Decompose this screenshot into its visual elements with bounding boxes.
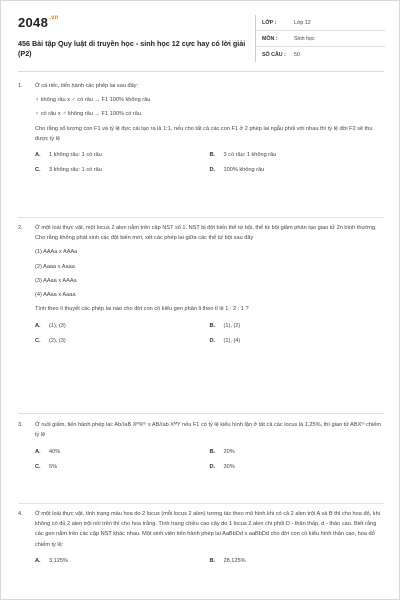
option-key: C. bbox=[35, 463, 41, 470]
answer-option[interactable] bbox=[210, 554, 385, 569]
document-title: 456 Bài tập Quy luật di truyền học - sinh học 12 cực hay có lời giải (P2) bbox=[18, 39, 246, 58]
question-separator bbox=[18, 413, 384, 414]
question-body bbox=[35, 420, 384, 474]
meta-row-count bbox=[256, 47, 385, 62]
option-text: 3 có râu: 1 không râu bbox=[223, 152, 277, 159]
question-line: (3) AAaa x AAAa bbox=[35, 277, 77, 284]
question-body bbox=[35, 223, 384, 348]
site-logo[interactable] bbox=[18, 15, 59, 30]
option-text: (2), (3) bbox=[49, 337, 66, 344]
option-key: A. bbox=[35, 448, 41, 455]
answer-option[interactable] bbox=[35, 333, 210, 348]
answer-option[interactable] bbox=[35, 318, 210, 333]
meta-row-subject bbox=[256, 31, 385, 47]
option-text: 3 không râu: 1 có râu bbox=[49, 167, 102, 174]
header-divider bbox=[18, 71, 384, 72]
meta-value: Sinh học bbox=[294, 35, 315, 42]
option-key: D. bbox=[209, 167, 216, 174]
option-text: 30% bbox=[223, 463, 235, 470]
answer-option[interactable] bbox=[35, 163, 210, 178]
question-line: Cho rằng số lượng con F1 và tỷ lệ đực cái tạo ra là 1:1, nếu cho tất cả các con F1 ở 2 phép lai ngẫu phối với nhau thì tỷ lệ đời F2 sẽ thu được tỷ lệ bbox=[35, 125, 373, 142]
answer-option[interactable] bbox=[210, 459, 385, 474]
option-key: B. bbox=[209, 448, 216, 455]
question-number: 2. bbox=[18, 225, 23, 231]
option-text: 5% bbox=[49, 463, 58, 470]
option-key: B. bbox=[209, 152, 216, 159]
meta-key: MÔN : bbox=[262, 35, 278, 42]
answer-options bbox=[35, 554, 384, 569]
option-key: D. bbox=[209, 463, 216, 470]
question-body bbox=[35, 509, 384, 569]
question-4 bbox=[18, 509, 384, 569]
option-text: 3,125% bbox=[49, 558, 68, 565]
meta-value: Lớp 12 bbox=[294, 19, 311, 26]
answer-option[interactable] bbox=[35, 444, 210, 459]
option-key: B. bbox=[209, 322, 216, 329]
option-text: 20% bbox=[223, 448, 235, 455]
meta-row-class bbox=[256, 15, 385, 31]
logo-text: 2048 bbox=[18, 15, 49, 30]
question-line: ♀ có râu x ♂ không râu → F1 100% có râu. bbox=[35, 111, 143, 118]
question-text: Ở một loài thực vật, tính trạng màu hoa do 2 locus (mỗi locus 2 alen) tương tác theo mô hình khi có cả 2 alen trội A và B thì cho hoa đỏ, khi không có đủ 2 alen trội nói trên thì cho hoa trắng. Tính trạng chiều cao cây do 1 locus 2 alen chi phối D - thân thấp, d - thân cao. Biết rằng các gen nằm trên các cặp NST khác nhau. Một sinh viên tiến hành phép lai AaBbDd x aaBbDd cho đời con có kiểu hình thân cao, hoa đỏ chiếm tỷ lệ: bbox=[35, 511, 380, 548]
question-line: (1) AAAa x AAAa bbox=[35, 249, 78, 256]
question-number: 3. bbox=[18, 422, 23, 428]
option-key: A. bbox=[35, 558, 41, 565]
question-number: 4. bbox=[18, 511, 23, 517]
question-line: Tính theo lí thuyết các phép lai nào cho đời con có kiểu gen phân li theo tỉ lệ 1 : 2 : 1 ? bbox=[35, 306, 249, 313]
option-text: (1), (4) bbox=[223, 337, 241, 344]
question-1 bbox=[18, 81, 384, 178]
option-key: C. bbox=[35, 167, 41, 174]
question-3 bbox=[18, 420, 384, 474]
option-text: 100% không râu bbox=[223, 167, 265, 174]
option-text: 1 không râu: 1 có râu bbox=[49, 152, 102, 159]
question-separator bbox=[18, 503, 384, 504]
answer-option[interactable] bbox=[35, 459, 210, 474]
option-key: D. bbox=[209, 337, 216, 344]
option-key: C. bbox=[35, 337, 41, 344]
option-text: (1), (2) bbox=[223, 322, 241, 329]
question-number: 1. bbox=[18, 83, 23, 89]
meta-value: 50 bbox=[294, 51, 300, 58]
document-meta-table bbox=[255, 15, 385, 62]
answer-option[interactable] bbox=[210, 318, 385, 333]
question-line: (4) AAaa x Aaaa bbox=[35, 292, 76, 299]
question-line: ♀ không râu x ♂ có râu → F1 100% không râu bbox=[35, 97, 151, 104]
option-text: 40% bbox=[49, 448, 61, 455]
answer-option[interactable] bbox=[210, 333, 385, 348]
answer-options bbox=[35, 444, 384, 474]
question-2 bbox=[18, 223, 384, 348]
answer-options bbox=[35, 148, 384, 178]
answer-option[interactable] bbox=[35, 554, 210, 569]
answer-options bbox=[35, 318, 384, 348]
meta-key: LỚP : bbox=[262, 19, 277, 26]
logo-suffix: .vn bbox=[49, 15, 59, 21]
option-text: (1), (3) bbox=[49, 322, 66, 329]
option-key: A. bbox=[35, 322, 41, 329]
option-key: A. bbox=[35, 152, 41, 159]
answer-option[interactable] bbox=[210, 444, 385, 459]
meta-key: SỐ CÂU : bbox=[262, 51, 286, 58]
answer-option[interactable] bbox=[210, 148, 385, 163]
question-line: (2) Aaaa x Aaaa bbox=[35, 263, 75, 270]
question-text: Ở một loài thực vật, một locus 2 alen nằm trên cặp NST số 1. NST bị đột biến thể tứ bội, thể tứ bội giảm phân tạo giao tử 2n bình thường. Cho rằng không phát sinh các đột biến mới, xét các phép lai giữa các thể tứ bội sau đây bbox=[35, 225, 377, 242]
answer-option[interactable] bbox=[210, 163, 385, 178]
document-header bbox=[18, 15, 384, 65]
question-text: Ở cá riếc, tiến hành các phép lai sau đây: bbox=[35, 83, 139, 89]
option-key: B. bbox=[209, 558, 216, 565]
question-separator bbox=[18, 217, 384, 218]
question-body bbox=[35, 81, 384, 178]
question-text: Ở ruồi giấm, tiến hành phép lai: Ab//aB XᴹXᵐ x AB//ab XᴹY nếu F1 có tỷ lệ kiểu hình lặn ở tất cả các locus là 1,25%, thì giao tử ABXᵐ chiếm tỷ lệ bbox=[35, 422, 382, 439]
option-text: 28,125% bbox=[223, 558, 246, 565]
answer-option[interactable] bbox=[35, 148, 210, 163]
